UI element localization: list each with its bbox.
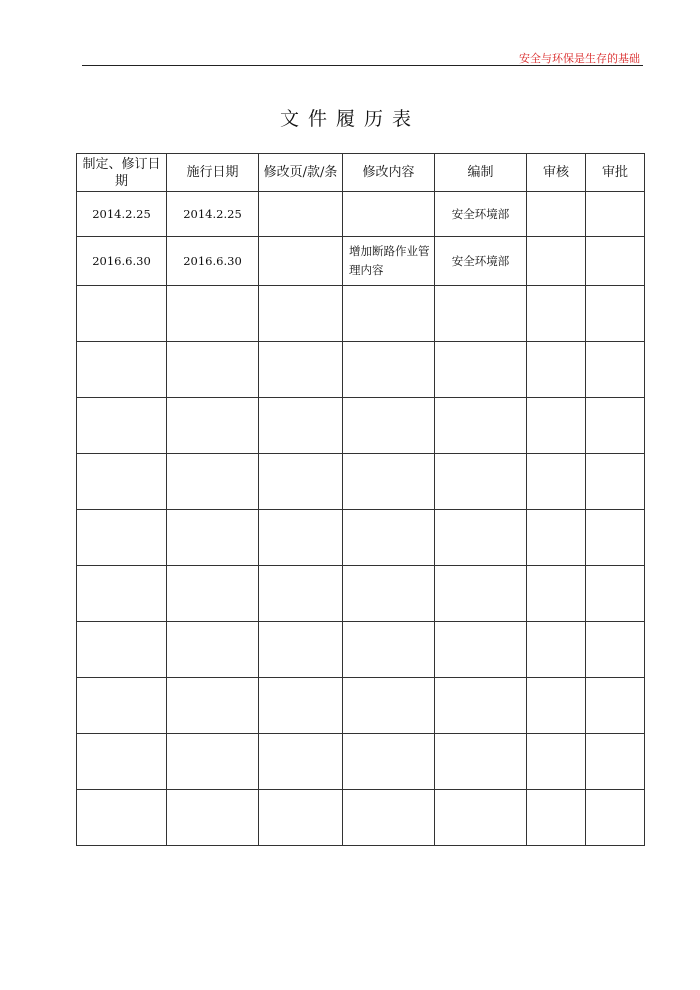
empty-cell [77,286,167,342]
empty-cell [77,454,167,510]
empty-table-row [77,398,645,454]
empty-cell [167,566,259,622]
empty-cell [435,622,527,678]
empty-cell [343,566,435,622]
empty-cell [586,622,645,678]
empty-cell [259,342,343,398]
empty-table-row [77,342,645,398]
empty-cell [77,342,167,398]
empty-cell [435,734,527,790]
empty-cell [586,510,645,566]
empty-cell [259,566,343,622]
cell-modification-content [343,192,435,237]
empty-cell [259,678,343,734]
empty-cell [343,622,435,678]
empty-table-row [77,790,645,846]
empty-cell [77,678,167,734]
empty-cell [527,398,586,454]
empty-cell [343,398,435,454]
empty-cell [435,454,527,510]
empty-cell [343,678,435,734]
empty-table-row [77,566,645,622]
empty-cell [167,734,259,790]
header-slogan: 安全与环保是生存的基础 [519,52,640,65]
empty-cell [77,734,167,790]
empty-cell [167,622,259,678]
header-revision-date: 制定、修订日期 [77,154,167,192]
empty-cell [343,790,435,846]
table-row [77,237,645,286]
empty-table-row [77,622,645,678]
empty-cell [586,286,645,342]
empty-cell [527,286,586,342]
empty-cell [586,790,645,846]
empty-cell [435,566,527,622]
empty-cell [77,398,167,454]
empty-cell [167,790,259,846]
cell-effective-date: 2014.2.25 [167,192,259,237]
cell-modified-section [259,192,343,237]
empty-cell [586,734,645,790]
empty-cell [167,510,259,566]
empty-table-row [77,510,645,566]
header-prepared-by: 编制 [435,154,527,192]
empty-cell [259,510,343,566]
cell-effective-date: 2016.6.30 [167,237,259,286]
empty-cell [259,454,343,510]
cell-approved-by [586,192,645,237]
header-effective-date: 施行日期 [167,154,259,192]
empty-cell [586,398,645,454]
empty-cell [586,454,645,510]
empty-cell [343,510,435,566]
empty-cell [586,678,645,734]
cell-reviewed-by [527,237,586,286]
empty-cell [527,510,586,566]
document-history-table [76,153,645,846]
empty-cell [527,622,586,678]
cell-prepared-by: 安全环境部 [435,237,527,286]
header-modification-content: 修改内容 [343,154,435,192]
cell-modified-section [259,237,343,286]
empty-cell [167,398,259,454]
empty-cell [167,678,259,734]
empty-table-row [77,286,645,342]
empty-cell [435,286,527,342]
cell-prepared-by: 安全环境部 [435,192,527,237]
empty-cell [77,790,167,846]
empty-cell [435,342,527,398]
page-title: 文件履历表 [279,108,420,130]
table-body [77,192,645,846]
empty-cell [435,790,527,846]
cell-reviewed-by [527,192,586,237]
empty-cell [77,510,167,566]
cell-revision-date: 2016.6.30 [77,237,167,286]
empty-cell [435,398,527,454]
empty-cell [527,790,586,846]
empty-cell [527,678,586,734]
empty-cell [343,454,435,510]
empty-cell [77,622,167,678]
empty-cell [259,398,343,454]
empty-cell [527,566,586,622]
empty-cell [586,342,645,398]
empty-cell [527,454,586,510]
empty-cell [259,734,343,790]
empty-cell [435,510,527,566]
empty-cell [77,566,167,622]
empty-cell [343,734,435,790]
empty-cell [586,566,645,622]
empty-table-row [77,734,645,790]
empty-cell [167,454,259,510]
header-reviewed-by: 审核 [527,154,586,192]
cell-revision-date: 2014.2.25 [77,192,167,237]
cell-modification-content: 增加断路作业管理内容 [343,237,435,286]
empty-table-row [77,454,645,510]
empty-cell [167,286,259,342]
table-header-row [77,154,645,192]
empty-cell [259,286,343,342]
empty-cell [343,286,435,342]
empty-cell [527,734,586,790]
header-rule [82,65,643,66]
empty-cell [259,622,343,678]
table-row [77,192,645,237]
empty-cell [167,342,259,398]
header-approved-by: 审批 [586,154,645,192]
cell-approved-by [586,237,645,286]
header-modified-section: 修改页/款/条 [259,154,343,192]
empty-cell [435,678,527,734]
empty-cell [527,342,586,398]
empty-cell [343,342,435,398]
empty-table-row [77,678,645,734]
empty-cell [259,790,343,846]
